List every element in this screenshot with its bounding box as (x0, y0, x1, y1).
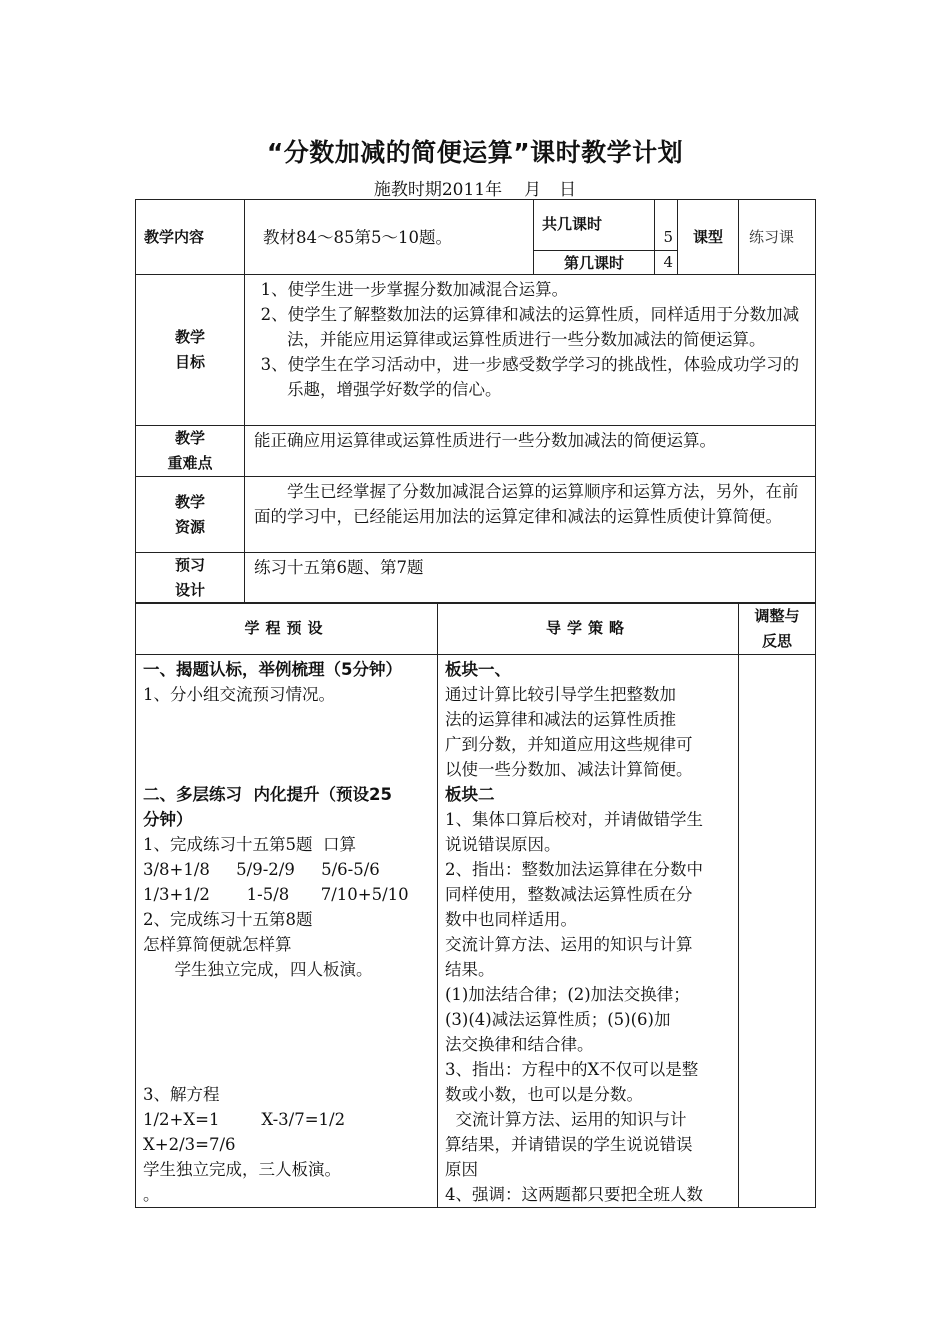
plan-line: 通过计算比较引导学生把整数加 (445, 685, 676, 704)
plan-line: X+2/3=7/6 (143, 1135, 236, 1154)
objectives-label: 教学 目标 (136, 275, 245, 426)
plan-line: 结果。 (445, 960, 495, 979)
date-day: 日 (559, 180, 577, 200)
preview-label: 预习 设计 (136, 553, 245, 604)
resources-value: 学生已经掌握了分数加减混合运算的运算顺序和运算方法，另外，在前面的学习中，已经能运用加法的运算定律和减法的运算性质使计算简便。 (245, 477, 816, 553)
lesson-type-label: 课型 (678, 200, 739, 275)
plan-line: (1)加法结合律；(2)加法交换律； (445, 985, 690, 1004)
plan-line (143, 982, 431, 1007)
plan-line (143, 1007, 431, 1032)
plan-line: 算结果，并请错误的学生说说错误 (445, 1135, 693, 1154)
current-lesson-label: 第几课时 (534, 251, 655, 275)
plan-line: 法交换律和结合律。 (445, 1035, 594, 1054)
plan-line: 1/3+1/2 1-5/8 7/10+5/10 (143, 885, 409, 904)
section-heading: 板块二 (445, 785, 495, 804)
lesson-type-value: 练习课 (739, 200, 816, 275)
section-heading: 二、多层练习 内化提升（预设25 (143, 785, 392, 804)
preview-value: 练习十五第6题、第7题 (245, 553, 816, 604)
current-lesson-value: 4 (655, 251, 678, 275)
header-reflection: 调整与 反思 (739, 603, 816, 655)
plan-line: 原因 (445, 1160, 478, 1179)
objective-item: 1、使学生进一步掌握分数加减混合运算。 (260, 280, 569, 299)
key-points-label: 教学 重难点 (136, 426, 245, 477)
objectives-list (245, 275, 816, 426)
plan-line (143, 1032, 431, 1057)
lesson-plan-table (135, 602, 816, 1208)
plan-line: 说说错误原因。 (445, 835, 561, 854)
strategy-column (438, 655, 739, 1208)
total-lessons-value: 5 (655, 200, 678, 251)
objective-item: 2、使学生了解整数加法的运算律和减法的运算性质，同样适用于分数加减法，并能应用运算律或运算性质进行一些分数加减法的简便运算。 (260, 305, 800, 349)
plan-line: 4、强调：这两题都只要把全班人数 (445, 1185, 703, 1204)
plan-line: 学生独立完成，四人板演。 (143, 960, 373, 979)
section-heading: 一、揭题认标，举例梳理（5分钟） (143, 660, 402, 679)
plan-line: 法的运算律和减法的运算性质推 (445, 710, 676, 729)
resources-label: 教学 资源 (136, 477, 245, 553)
plan-line: 2、指出：整数加法运算律在分数中 (445, 860, 703, 879)
page-title: “分数加减的简便运算”课时教学计划 (266, 138, 684, 167)
lesson-info-table (135, 199, 816, 604)
date-prefix: 施教时期2011年 (373, 180, 503, 200)
date-month: 月 (524, 180, 542, 200)
plan-line: 数或小数，也可以是分数。 (445, 1085, 643, 1104)
plan-line: 3、解方程 (143, 1085, 220, 1104)
plan-line: 1、集体口算后校对，并请做错学生 (445, 810, 703, 829)
section-heading: 板块一、 (445, 660, 511, 679)
date-line (0, 175, 950, 200)
section-heading: 分钟） (143, 810, 193, 829)
plan-line: 学生独立完成，三人板演。 (143, 1160, 341, 1179)
plan-line (143, 732, 431, 757)
plan-line: 3、指出：方程中的X不仅可以是整 (445, 1060, 699, 1079)
plan-line: 交流计算方法、运用的知识与计 (445, 1110, 687, 1129)
total-lessons-label: 共几课时 (534, 200, 655, 251)
objective-item: 3、使学生在学习活动中，进一步感受数学学习的挑战性，体验成功学习的乐趣，增强学好数学的信心。 (260, 355, 800, 399)
plan-line: 交流计算方法、运用的知识与计算 (445, 935, 693, 954)
reflection-column[interactable] (739, 655, 816, 1208)
plan-line: 2、完成练习十五第8题 (143, 910, 313, 929)
plan-line (143, 707, 431, 732)
plan-line: 3/8+1/8 5/9-2/9 5/6-5/6 (143, 860, 380, 879)
plan-line (143, 1057, 431, 1082)
content-value: 教材84～85第5～10题。 (245, 200, 534, 275)
header-strategy: 导学策略 (438, 603, 739, 655)
plan-line (143, 757, 431, 782)
plan-line: 1、分小组交流预习情况。 (143, 685, 335, 704)
plan-line: 数中也同样适用。 (445, 910, 577, 929)
process-column (136, 655, 438, 1208)
plan-line: 同样使用，整数减法运算性质在分 (445, 885, 693, 904)
content-label: 教学内容 (136, 200, 245, 275)
plan-line: 1/2+X=1 X-3/7=1/2 (143, 1110, 346, 1129)
plan-line: 怎样算简便就怎样算 (143, 935, 292, 954)
header-process: 学程预设 (136, 603, 438, 655)
plan-line: 广到分数，并知道应用这些规律可 (445, 735, 693, 754)
key-points-value: 能正确应用运算律或运算性质进行一些分数加减法的简便运算。 (245, 426, 816, 477)
plan-line: 以使一些分数加、减法计算简便。 (445, 760, 693, 779)
plan-line: (3)(4)减法运算性质；(5)(6)加 (445, 1010, 671, 1029)
plan-line: 。 (143, 1185, 160, 1204)
plan-line: 1、完成练习十五第5题 口算 (143, 835, 356, 854)
